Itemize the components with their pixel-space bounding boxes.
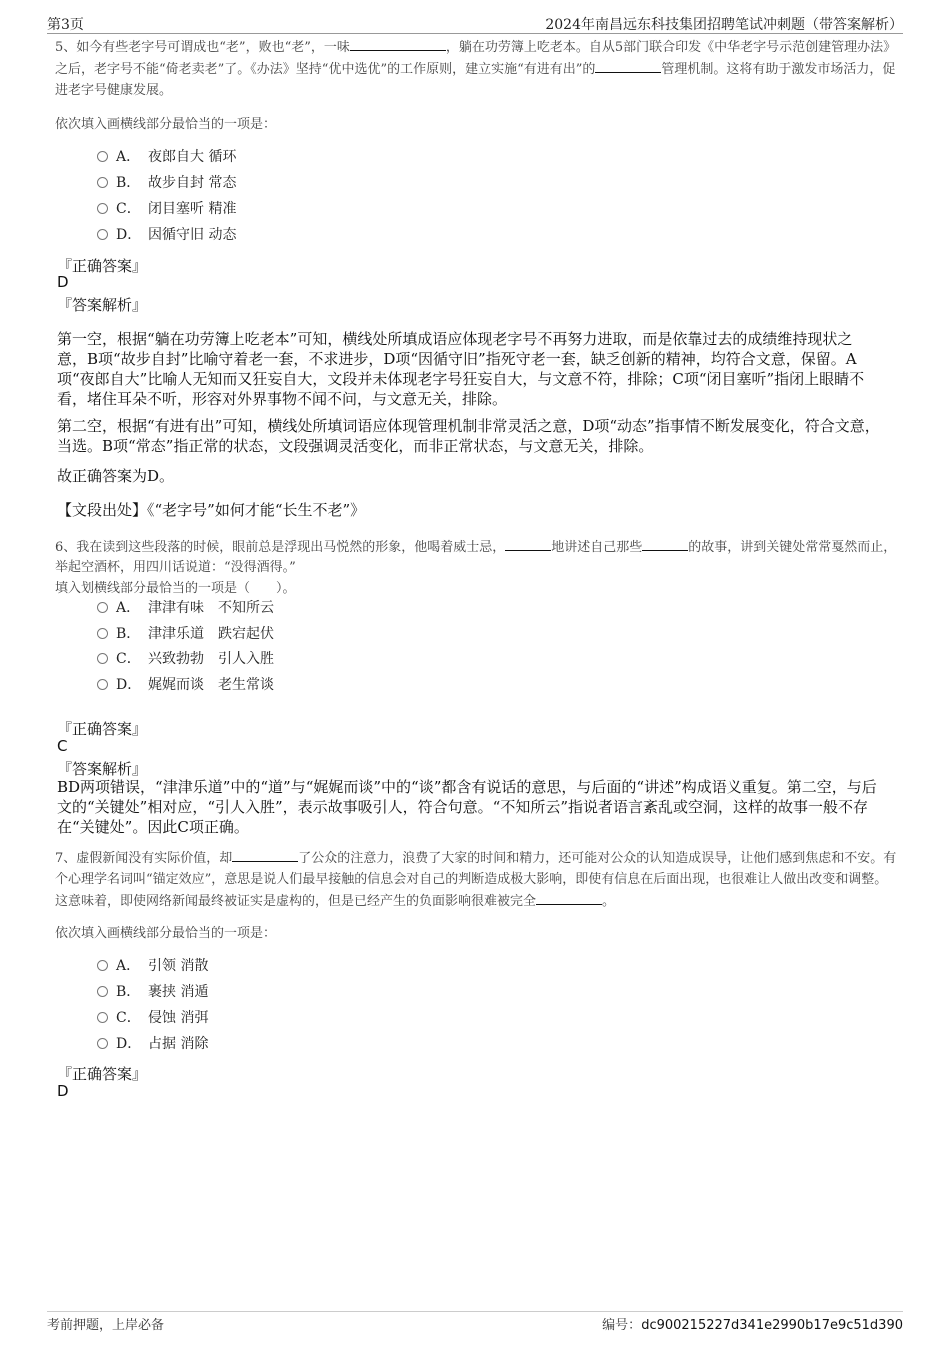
q6-option-d[interactable]: D． 娓娓而谈 老生常谈: [97, 674, 274, 696]
q6-analysis: BD两项错误，“津津乐道”中的“道”与“娓娓而谈”中的“谈”都含有说话的意思，与后面的“讲述”构成语义重复。第二空，与后文的“关键处”相对应，“引人入胜”，表示故事吸引人，符合句意。“不知所云”指说者语言紊乱或空洞，这样的故事一般不存在“关键处”。因此C项正确。: [57, 778, 877, 836]
q5-option-b[interactable]: B． 故步自封 常态: [97, 172, 236, 194]
radio-icon[interactable]: [97, 602, 108, 613]
radio-icon[interactable]: [97, 1038, 108, 1049]
question-7-text: 7、虚假新闻没有实际价值，却 了公众的注意力，浪费了大家的时间和精力，还可能对公众的认知造成误导，让他们感到焦虑和不安。有个心理学名词叫“锚定效应”，意思是说人们最早接触的信息会对自己的判断造成极大影响，即使有信息在后面出现，也很难让人做出改变和调整。这意味着，即使网络新闻最终被证实是虚构的，但是已经产生的负面影响很难被完全 。: [55, 847, 900, 912]
radio-icon[interactable]: [97, 628, 108, 639]
q7-answer: D: [57, 1082, 69, 1100]
radio-icon[interactable]: [97, 203, 108, 214]
q5-option-a[interactable]: A． 夜郎自大 循环: [97, 146, 236, 168]
footer-slogan: 考前押题，上岸必备: [47, 1318, 165, 1333]
radio-icon[interactable]: [97, 151, 108, 162]
question-6-prompt: 填入划横线部分最恰当的一项是（ ）。: [55, 581, 296, 596]
q5-analysis-paragraph-1: 第一空，根据“躺在功劳簿上吃老本”可知，横线处所填成语应体现老字号不再努力进取，而是依靠过去的成绩维持现状之意，B项“故步自封”比喻守着老一套，不求进步，D项“因循守旧”指死守老一套，缺乏创新的精神，均符合文意，保留。A项“夜郎自大”比喻人无知而又狂妄自大，文段并未体现老字号狂妄自大，与文意不符，排除；C项“闭目塞听”指闭上眼睛不看，堵住耳朵不听，形容对外界事物不闻不问，与文意无关，排除。: [57, 330, 865, 408]
radio-icon[interactable]: [97, 653, 108, 664]
question-6-text: 6、我在读到这些段落的时候，眼前总是浮现出马悦然的形象，他喝着威士忌， 地讲述自己那些 的故事，讲到关键处常常戛然而止，举起空酒杯，用四川话说道：“没得酒得。”: [55, 536, 900, 578]
radio-icon[interactable]: [97, 986, 108, 997]
question-5-text: 5、如今有些老字号可谓成也“老”，败也“老”，一味 ，躺在功劳簿上吃老本。自从5部门联合印发《中华老字号示范创建管理办法》之后，老字号不能“倚老卖老”了。《办法》坚持“优中选优”的工作原则，建立实施“有进有出”的 管理机制。这将有助于激发市场活力，促进老字号健康发展。: [55, 36, 900, 101]
q5-option-d[interactable]: D． 因循守旧 动态: [97, 224, 236, 246]
document-code: 编号：dc900215227d341e2990b17e9c51d390: [602, 1318, 903, 1333]
question-5-prompt: 依次填入画横线部分最恰当的一项是：: [55, 117, 277, 132]
q7-option-b[interactable]: B． 裹挟 消遁: [97, 981, 208, 1003]
q7-answer-label: 『正确答案』: [57, 1065, 148, 1083]
q6-option-b[interactable]: B． 津津乐道 跌宕起伏: [97, 623, 274, 645]
document-title: 2024年南昌远东科技集团招聘笔试冲刺题（带答案解析）: [545, 17, 903, 33]
q6-answer: C: [57, 737, 68, 755]
q5-analysis-label: 『答案解析』: [57, 296, 148, 314]
q6-option-a[interactable]: A． 津津有味 不知所云: [97, 597, 274, 619]
radio-icon[interactable]: [97, 177, 108, 188]
q7-option-d[interactable]: D． 占据 消除: [97, 1033, 208, 1055]
page-number: 第3页: [47, 17, 84, 33]
question-7-prompt: 依次填入画横线部分最恰当的一项是：: [55, 926, 277, 941]
q5-source: 【文段出处】《“老字号”如何才能“长生不老”》: [57, 501, 366, 519]
radio-icon[interactable]: [97, 1012, 108, 1023]
q6-option-c[interactable]: C． 兴致勃勃 引人入胜: [97, 648, 274, 670]
q5-answer: D: [57, 273, 69, 291]
q6-answer-label: 『正确答案』: [57, 720, 148, 738]
header-divider: [47, 33, 903, 34]
q7-option-c[interactable]: C． 侵蚀 消弭: [97, 1007, 208, 1029]
q5-conclusion: 故正确答案为D。: [57, 467, 175, 485]
q5-option-c[interactable]: C． 闭目塞听 精准: [97, 198, 236, 220]
radio-icon[interactable]: [97, 229, 108, 240]
radio-icon[interactable]: [97, 960, 108, 971]
radio-icon[interactable]: [97, 679, 108, 690]
q7-option-a[interactable]: A． 引领 消散: [97, 955, 208, 977]
q6-analysis-label: 『答案解析』: [57, 760, 148, 778]
q5-answer-label: 『正确答案』: [57, 257, 148, 275]
q5-analysis-paragraph-2: 第二空，根据“有进有出”可知，横线处所填词语应体现管理机制非常灵活之意，D项“动态”指事情不断发展变化，符合文意，当选。B项“常态”指正常的状态，文段强调灵活变化，而非正常状态，与文意无关，排除。: [57, 417, 880, 455]
footer-divider: [47, 1311, 903, 1312]
